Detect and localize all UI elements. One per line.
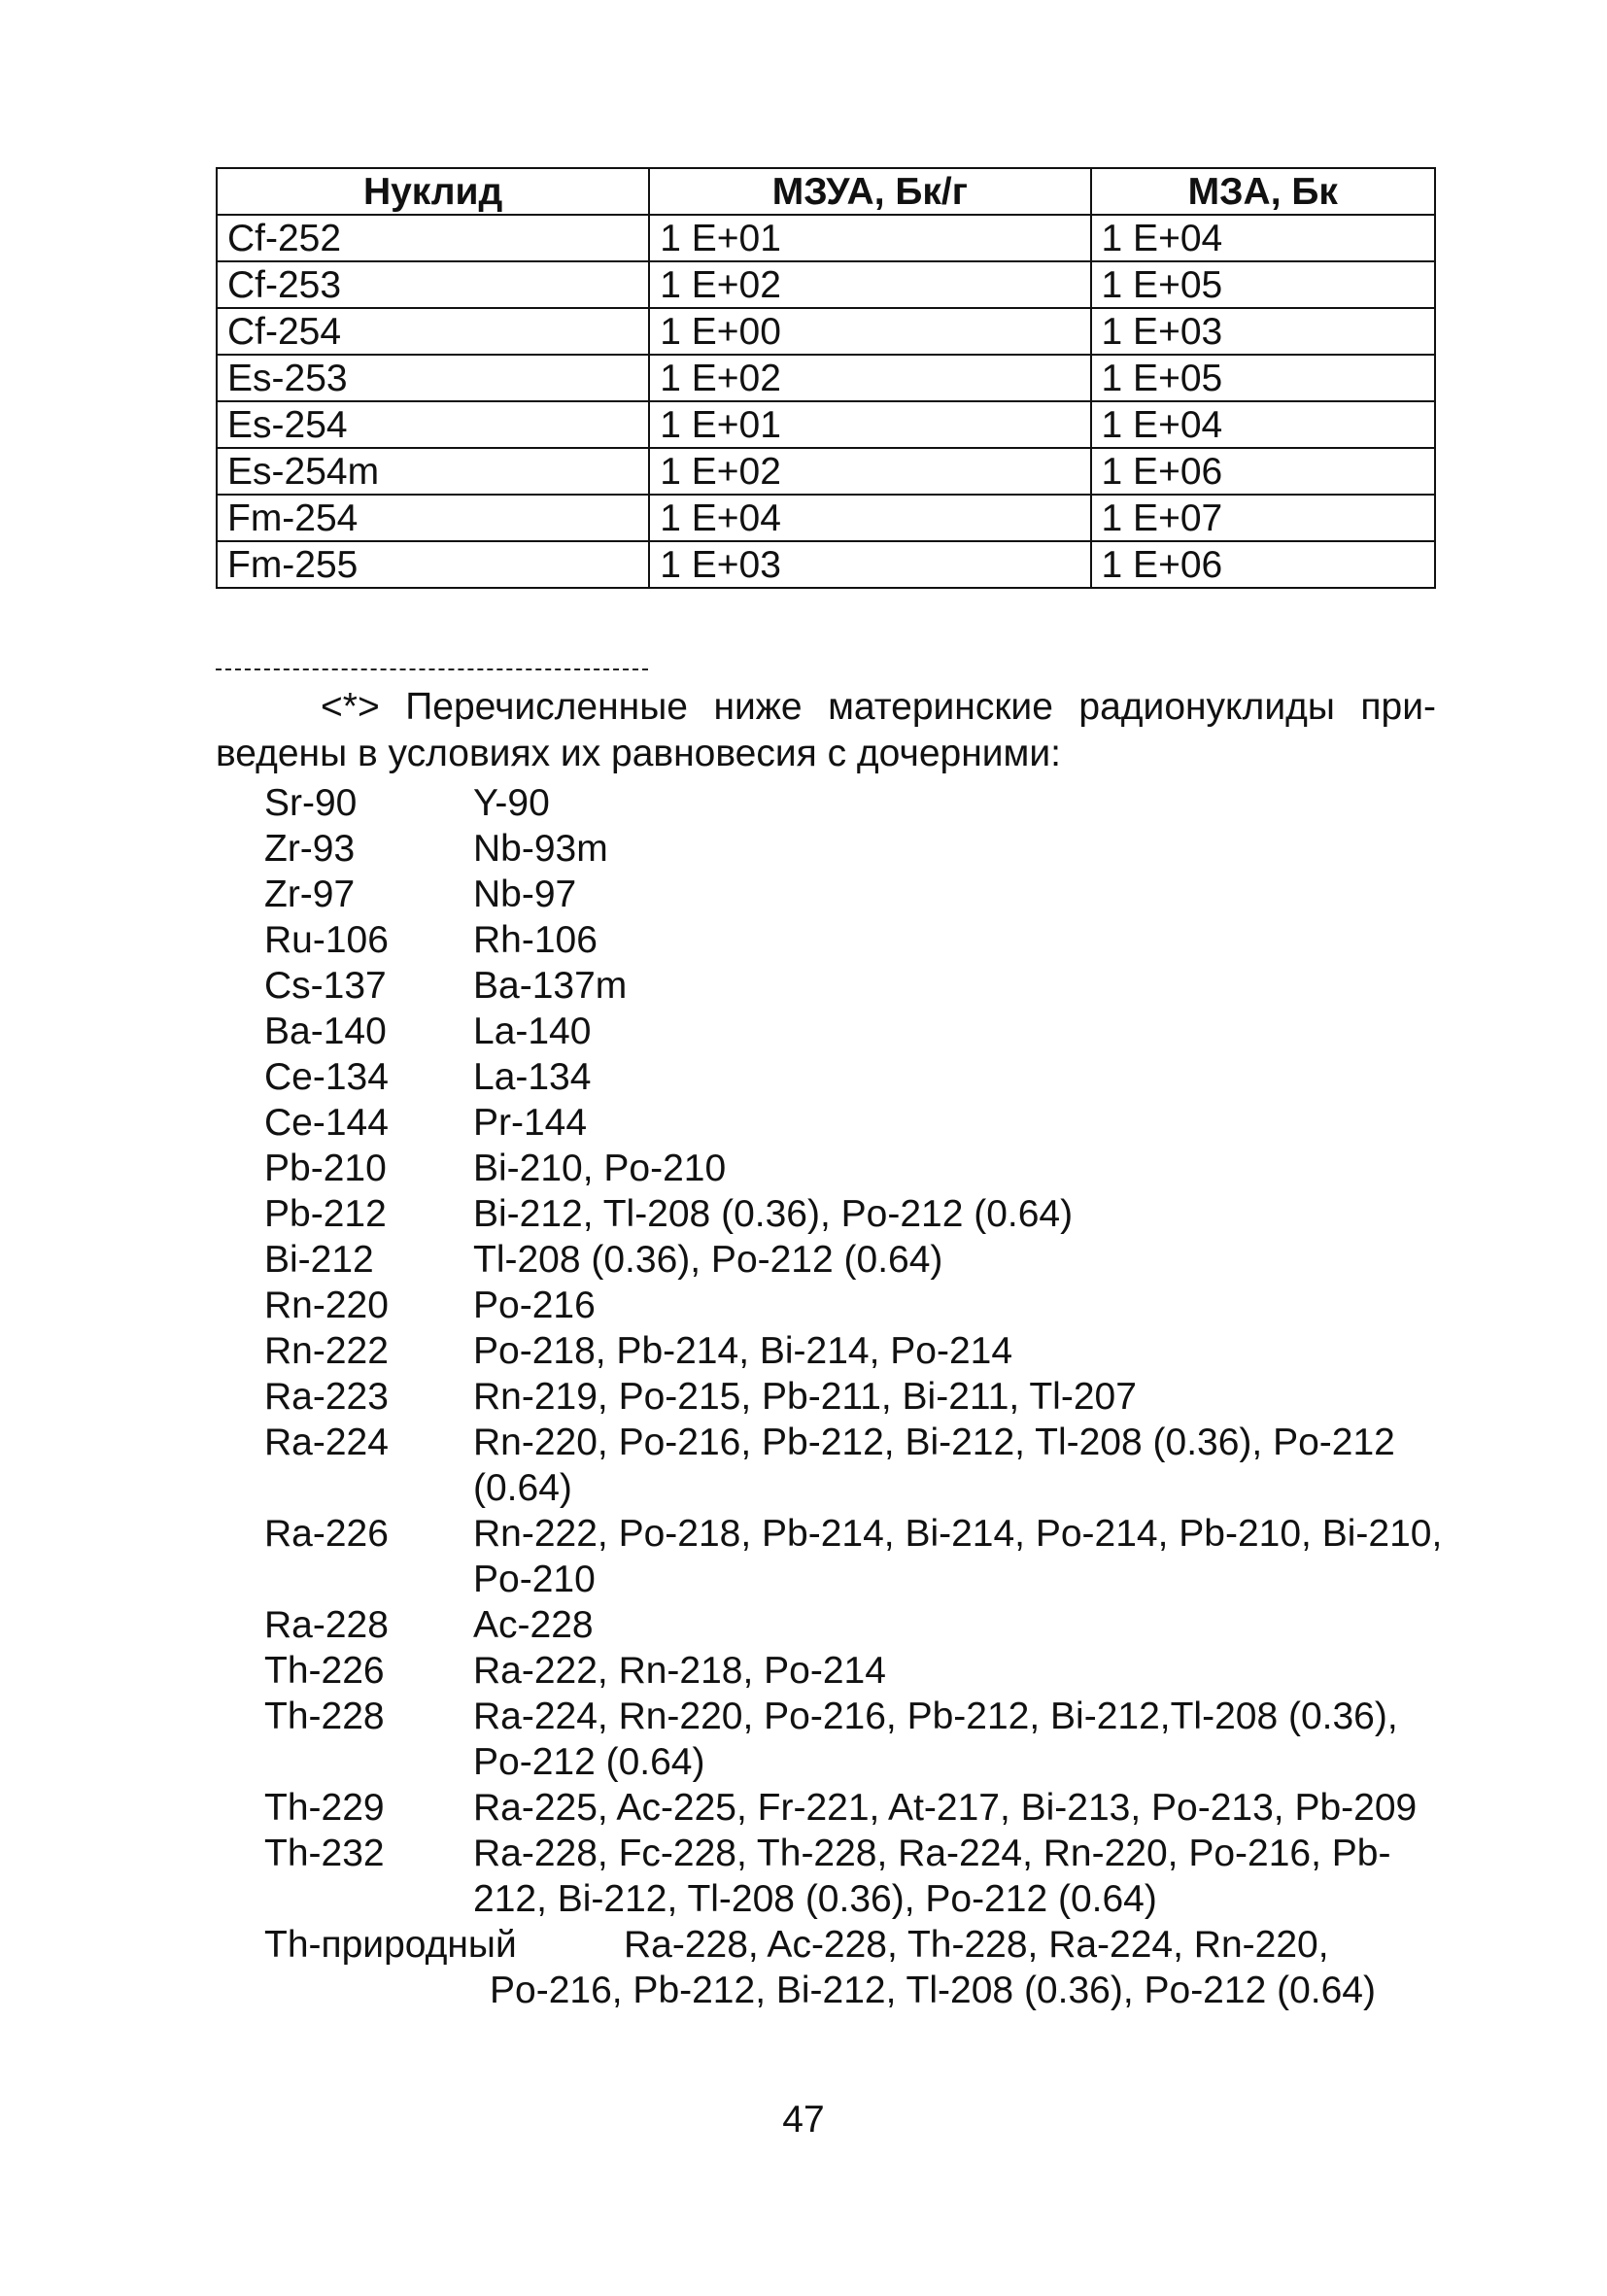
cell-nuclide: Es-254m	[217, 448, 649, 495]
cell-activity: 1 E+07	[1091, 495, 1435, 541]
chain-daughters: La-134	[473, 1056, 592, 1098]
chain-daughters: Nb-97	[473, 874, 577, 915]
cell-specific-activity: 1 E+04	[649, 495, 1090, 541]
header-nuclide: Нуклид	[217, 168, 649, 215]
cell-nuclide: Fm-254	[217, 495, 649, 541]
table-row	[217, 401, 1435, 448]
footnote-line-2: ведены в условиях их равновесия с дочерними:	[216, 733, 1061, 774]
table-row	[217, 541, 1435, 588]
cell-specific-activity: 1 E+01	[649, 401, 1090, 448]
chain-parent: Rn-222	[264, 1330, 389, 1372]
cell-activity: 1 E+03	[1091, 308, 1435, 355]
chain-parent: Cs-137	[264, 965, 387, 1007]
chain-row	[264, 872, 1450, 917]
cell-activity: 1 E+05	[1091, 261, 1435, 308]
cell-nuclide: Cf-254	[217, 308, 649, 355]
nuclide-table	[216, 167, 1436, 589]
chain-row	[264, 1831, 1450, 1922]
chain-daughters: Ra-228, Fc-228, Th-228, Ra-224, Rn-220, Po-216, Pb-212, Bi-212, Tl-208 (0.36), Po-212 (0.64)	[473, 1833, 1391, 1920]
page-number: 47	[782, 2099, 825, 2141]
chain-daughters: Rh-106	[473, 919, 598, 961]
chain-parent: Th-229	[264, 1787, 385, 1829]
chain-parent: Ra-223	[264, 1376, 389, 1418]
cell-nuclide: Es-253	[217, 355, 649, 401]
chain-row	[264, 1237, 1450, 1283]
table-row	[217, 448, 1435, 495]
table-row	[217, 355, 1435, 401]
chain-parent: Ba-140	[264, 1011, 387, 1052]
chain-row	[264, 917, 1450, 963]
cell-nuclide: Cf-253	[217, 261, 649, 308]
cell-specific-activity: 1 E+01	[649, 215, 1090, 261]
chain-parent: Pb-210	[264, 1148, 387, 1189]
chain-daughters	[490, 1922, 1450, 2013]
cell-specific-activity: 1 E+00	[649, 308, 1090, 355]
chain-row	[264, 1146, 1450, 1191]
chain-daughters-line-2: Po-216, Pb-212, Bi-212, Tl-208 (0.36), Po-212 (0.64)	[490, 1970, 1376, 2011]
footnote-line-1: <*> Перечисленные ниже материнские радионуклиды при-	[321, 686, 1436, 728]
chain-parent: Th-226	[264, 1650, 385, 1692]
chain-daughters: Rn-219, Po-215, Pb-211, Bi-211, Tl-207	[473, 1376, 1137, 1418]
chain-parent: Th-232	[264, 1833, 385, 1874]
cell-activity: 1 E+06	[1091, 448, 1435, 495]
cell-nuclide: Cf-252	[217, 215, 649, 261]
table-row	[217, 495, 1435, 541]
cell-activity: 1 E+04	[1091, 401, 1435, 448]
chain-parent: Th-228	[264, 1696, 385, 1737]
cell-specific-activity: 1 E+02	[649, 261, 1090, 308]
cell-nuclide: Es-254	[217, 401, 649, 448]
table-row	[217, 261, 1435, 308]
chain-row	[264, 826, 1450, 872]
chain-daughters: Bi-210, Po-210	[473, 1148, 727, 1189]
cell-nuclide: Fm-255	[217, 541, 649, 588]
cell-activity: 1 E+05	[1091, 355, 1435, 401]
chain-row	[264, 1785, 1450, 1831]
table-row	[217, 215, 1435, 261]
cell-specific-activity: 1 E+02	[649, 355, 1090, 401]
chain-row	[264, 1328, 1450, 1374]
cell-specific-activity: 1 E+03	[649, 541, 1090, 588]
chain-daughters: Po-216	[473, 1285, 596, 1326]
table-row	[217, 308, 1435, 355]
chain-daughters: Y-90	[473, 782, 550, 824]
chain-parent: Ra-228	[264, 1604, 389, 1646]
chain-row	[264, 780, 1450, 826]
footnote-divider	[216, 668, 648, 670]
chain-parent: Bi-212	[264, 1239, 374, 1281]
chain-daughters: Po-218, Pb-214, Bi-214, Po-214	[473, 1330, 1013, 1372]
chain-daughters: Rn-220, Po-216, Pb-212, Bi-212, Tl-208 (0.36), Po-212 (0.64)	[473, 1422, 1395, 1509]
header-specific-activity: МЗУА, Бк/г	[649, 168, 1090, 215]
chain-row	[264, 1602, 1450, 1648]
cell-activity: 1 E+06	[1091, 541, 1435, 588]
table-header-row	[217, 168, 1435, 215]
chain-row	[264, 1374, 1450, 1420]
cell-specific-activity: 1 E+02	[649, 448, 1090, 495]
footnote-text	[216, 684, 1436, 777]
chain-daughters: La-140	[473, 1011, 592, 1052]
chain-parent: Sr-90	[264, 782, 358, 824]
chain-daughters: Nb-93m	[473, 828, 608, 870]
chain-daughters-line-1: Ra-228, Ac-228, Th-228, Ra-224, Rn-220,	[624, 1924, 1329, 1966]
chain-parent: Ce-134	[264, 1056, 389, 1098]
chain-daughters: Ba-137m	[473, 965, 628, 1007]
chain-parent: Rn-220	[264, 1285, 389, 1326]
chain-parent: Ra-226	[264, 1513, 389, 1555]
chain-row	[264, 1283, 1450, 1328]
chain-row	[264, 1694, 1450, 1785]
chain-daughters: Ra-224, Rn-220, Po-216, Pb-212, Bi-212,Tl-208 (0.36), Po-212 (0.64)	[473, 1696, 1398, 1783]
chain-row	[264, 1009, 1450, 1054]
chain-parent: Pb-212	[264, 1193, 387, 1235]
chain-row	[264, 1511, 1450, 1602]
chain-parent: Zr-93	[264, 828, 356, 870]
decay-chain-list	[264, 780, 1450, 2013]
chain-row	[264, 1100, 1450, 1146]
chain-row-natural-thorium	[264, 1922, 1450, 2013]
chain-parent: Zr-97	[264, 874, 356, 915]
chain-daughters: Ra-225, Ac-225, Fr-221, At-217, Bi-213, Po-213, Pb-209	[473, 1787, 1418, 1829]
chain-daughters: Bi-212, Tl-208 (0.36), Po-212 (0.64)	[473, 1193, 1074, 1235]
chain-row	[264, 1648, 1450, 1694]
chain-parent: Ru-106	[264, 919, 389, 961]
chain-daughters: Tl-208 (0.36), Po-212 (0.64)	[473, 1239, 943, 1281]
chain-parent: Th-природный	[264, 1924, 517, 1966]
header-activity: МЗА, Бк	[1091, 168, 1435, 215]
chain-daughters: Rn-222, Po-218, Pb-214, Bi-214, Po-214, Pb-210, Bi-210, Po-210	[473, 1513, 1443, 1600]
chain-parent: Ra-224	[264, 1422, 389, 1463]
chain-daughters: Ac-228	[473, 1604, 594, 1646]
chain-row	[264, 1054, 1450, 1100]
chain-row	[264, 963, 1450, 1009]
cell-activity: 1 E+04	[1091, 215, 1435, 261]
chain-daughters: Pr-144	[473, 1102, 588, 1144]
chain-parent: Ce-144	[264, 1102, 389, 1144]
chain-daughters: Ra-222, Rn-218, Po-214	[473, 1650, 886, 1692]
chain-row	[264, 1420, 1450, 1511]
chain-row	[264, 1191, 1450, 1237]
